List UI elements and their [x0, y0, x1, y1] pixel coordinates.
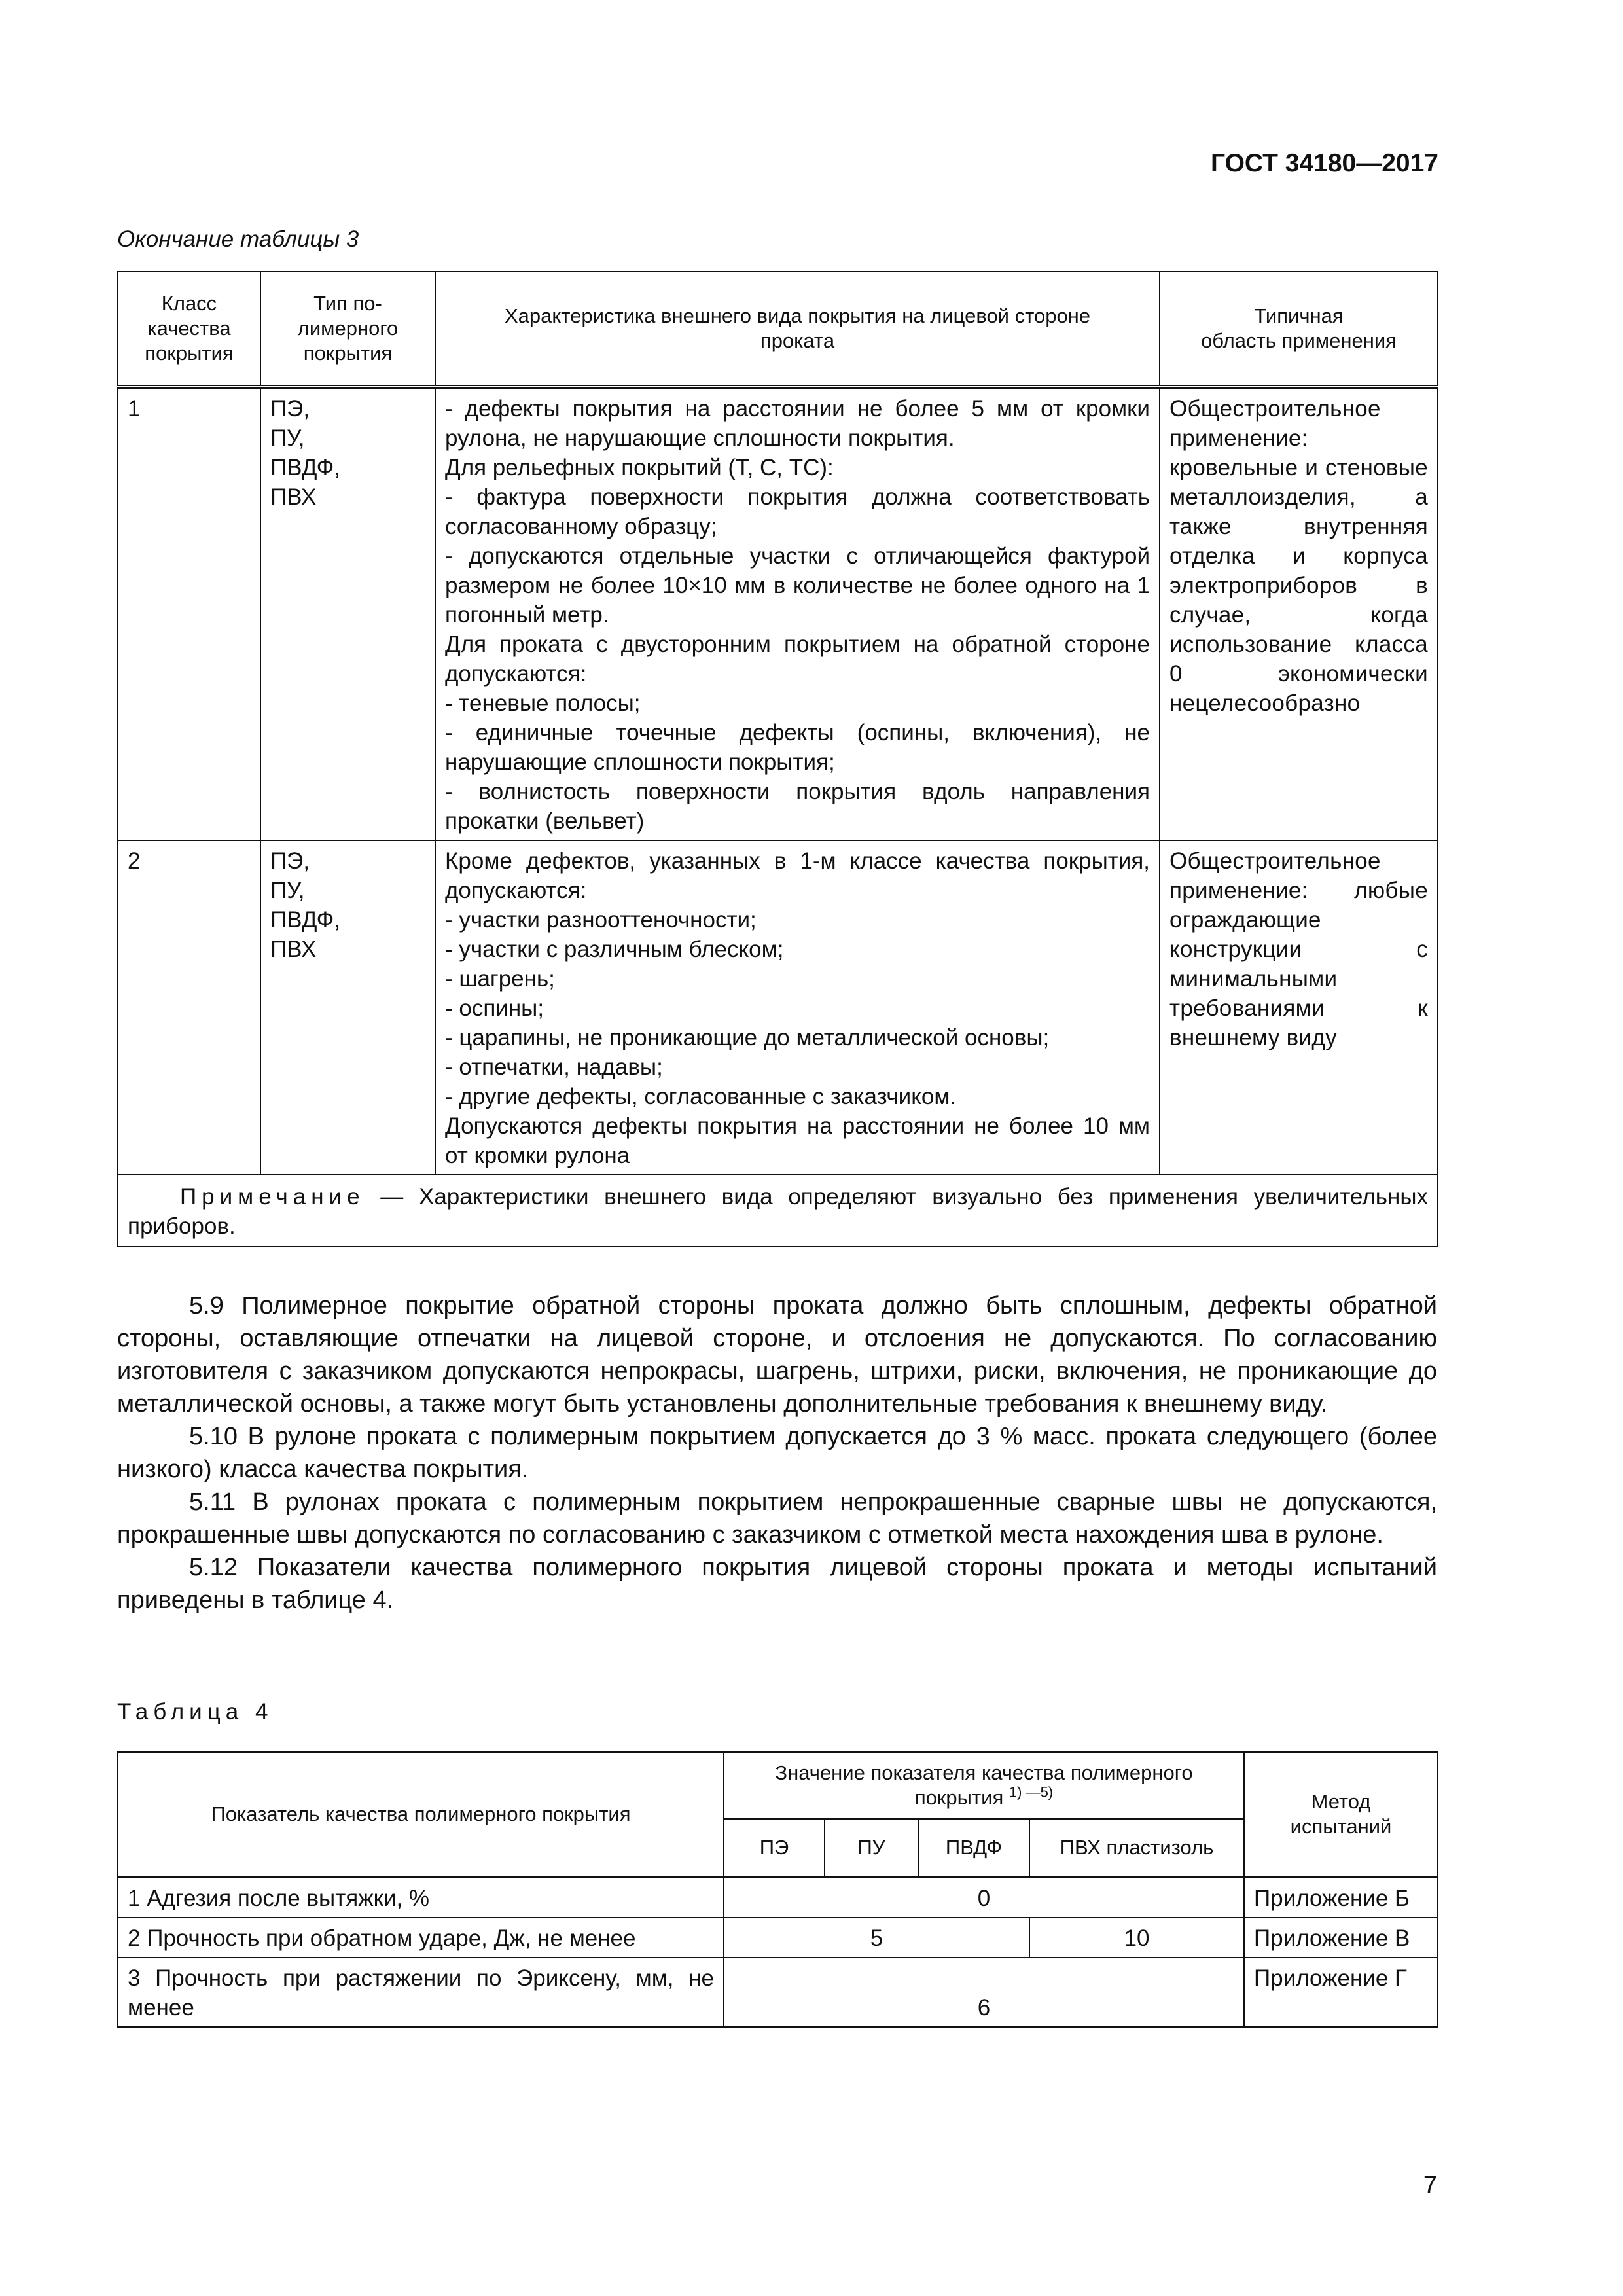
- page-number: 7: [1423, 2172, 1437, 2199]
- subcol-pe: ПЭ: [724, 1819, 825, 1877]
- class-cell: 1: [118, 387, 260, 840]
- subcol-pvc-plastisol: ПВХ пластизоль: [1029, 1819, 1244, 1877]
- paragraph-5-11: 5.11 В рулонах проката с полимерным покрытием непрокрашенные сварные швы не допускаются, прокрашенные швы допускаются по согласованию с заказчиком с отметкой места нахождения шва в рулоне.: [117, 1488, 1437, 1549]
- note-text: — Характеристики внешнего вида определяют визуально без применения увеличительных приборов.: [128, 1184, 1428, 1239]
- paragraph-5-10: 5.10 В рулоне проката с полимерным покрытием допускается до 3 % масс. проката следующего (более низкого) класса качества покрытия.: [117, 1423, 1437, 1483]
- subcol-pu: ПУ: [825, 1819, 918, 1877]
- table-row: [118, 387, 1438, 840]
- paragraph-5-9: 5.9 Полимерное покрытие обратной стороны проката должно быть сплошным, дефекты обратной стороны, оставляющие отпечатки на лицевой стороне, и отслоения не допускаются. По согласованию изготовителя с заказчиком допускаются непрокрасы, шагрень, штрихи, риски, включения, не проникающие до металлической основы, а также могут быть установлены дополнительные требования к внешнему виду.: [117, 1292, 1437, 1418]
- value-cell: 10: [1029, 1918, 1244, 1958]
- value-cell: 6: [724, 1958, 1244, 2027]
- table-4: [117, 1751, 1438, 2028]
- indicator-cell: 3 Прочность при растяжении по Эриксену, мм, не менее: [118, 1958, 724, 2027]
- table3-header-row: [118, 272, 1438, 387]
- method-cell: Приложение Г: [1244, 1958, 1438, 2027]
- col-header-class: Класс качества покрытия: [118, 272, 260, 387]
- col-header-method: Метод испытаний: [1244, 1752, 1438, 1877]
- value-cell: 0: [724, 1877, 1244, 1918]
- table-row: [118, 1877, 1438, 1918]
- type-cell: ПЭ, ПУ, ПВДФ, ПВХ: [260, 840, 435, 1175]
- application-cell: Общестроительное применение: кровельные и стеновые металлоизделия, а также внутренняя отделка и корпуса электроприборов в случае, когда использование класса 0 экономически нецелесообразно: [1160, 387, 1438, 840]
- indicator-cell: 1 Адгезия после вытяжки, %: [118, 1877, 724, 1918]
- body-text: [117, 1289, 1437, 1617]
- indicator-cell: 2 Прочность при обратном ударе, Дж, не менее: [118, 1918, 724, 1958]
- method-cell: Приложение Б: [1244, 1877, 1438, 1918]
- value-cell: 5: [724, 1918, 1029, 1958]
- document-standard-number: ГОСТ 34180—2017: [1211, 149, 1438, 177]
- table-note: [118, 1175, 1438, 1247]
- description-cell: Кроме дефектов, указанных в 1-м классе качества покрытия, допускаются: - участки разнооттеночности; - участки с различным блеском; - шагрень; - оспины; - царапины, не проникающие до металлической основы; - отпечатки, надавы; - другие дефекты, согласованные с заказчиком. Допускаются дефекты покрытия на расстоянии не более 10 мм от кромки рулона: [435, 840, 1160, 1175]
- col-header-type: Тип по- лимерного покрытия: [260, 272, 435, 387]
- col-header-value: Значение показателя качества полимерного покрытия $^{1) —5)}$: [724, 1752, 1244, 1819]
- class-cell: 2: [118, 840, 260, 1175]
- method-cell: Приложение В: [1244, 1918, 1438, 1958]
- table-3: [117, 271, 1438, 1247]
- subcol-pvdf: ПВДФ: [918, 1819, 1029, 1877]
- table4-header-row: [118, 1752, 1438, 1819]
- table4-caption: Таблица 4: [117, 1699, 274, 1725]
- col-header-indicator: Показатель качества полимерного покрытия: [118, 1752, 724, 1877]
- footnote-ref: 1) —5): [1008, 1784, 1054, 1801]
- paragraph-5-12: 5.12 Показатели качества полимерного покрытия лицевой стороны проката и методы испытаний приведены в таблице 4.: [117, 1554, 1437, 1614]
- description-cell: - дефекты покрытия на расстоянии не более 5 мм от кромки рулона, не нарушающие сплошности покрытия. Для рельефных покрытий (Т, С, ТС): - фактура поверхности покрытия должна соответствовать согласованному образцу; - допускаются отдельные участки с отличающейся фактурой размером не более 10×10 мм в количестве не более одного на 1 погонный метр. Для проката с двусторонним покрытием на обратной стороне допускаются: - теневые полосы; - единичные точечные дефекты (оспины, включения), не нарушающие сплошности покрытия; - волнистость поверхности покрытия вдоль направления прокатки (вельвет): [435, 387, 1160, 840]
- col-header-application: Типичная область применения: [1160, 272, 1438, 387]
- type-cell: ПЭ, ПУ, ПВДФ, ПВХ: [260, 387, 435, 840]
- table-row: [118, 840, 1438, 1175]
- application-cell: Общестроительное применение: любые ограждающие конструкции с минимальными требованиями к внешнему виду: [1160, 840, 1438, 1175]
- table-note-row: [118, 1175, 1438, 1247]
- col-header-description: Характеристика внешнего вида покрытия на лицевой стороне проката: [435, 272, 1160, 387]
- table-row: [118, 1918, 1438, 1958]
- table3-continuation-caption: Окончание таблицы 3: [117, 226, 359, 252]
- table-row: [118, 1958, 1438, 2027]
- note-label: Примечание: [180, 1184, 365, 1210]
